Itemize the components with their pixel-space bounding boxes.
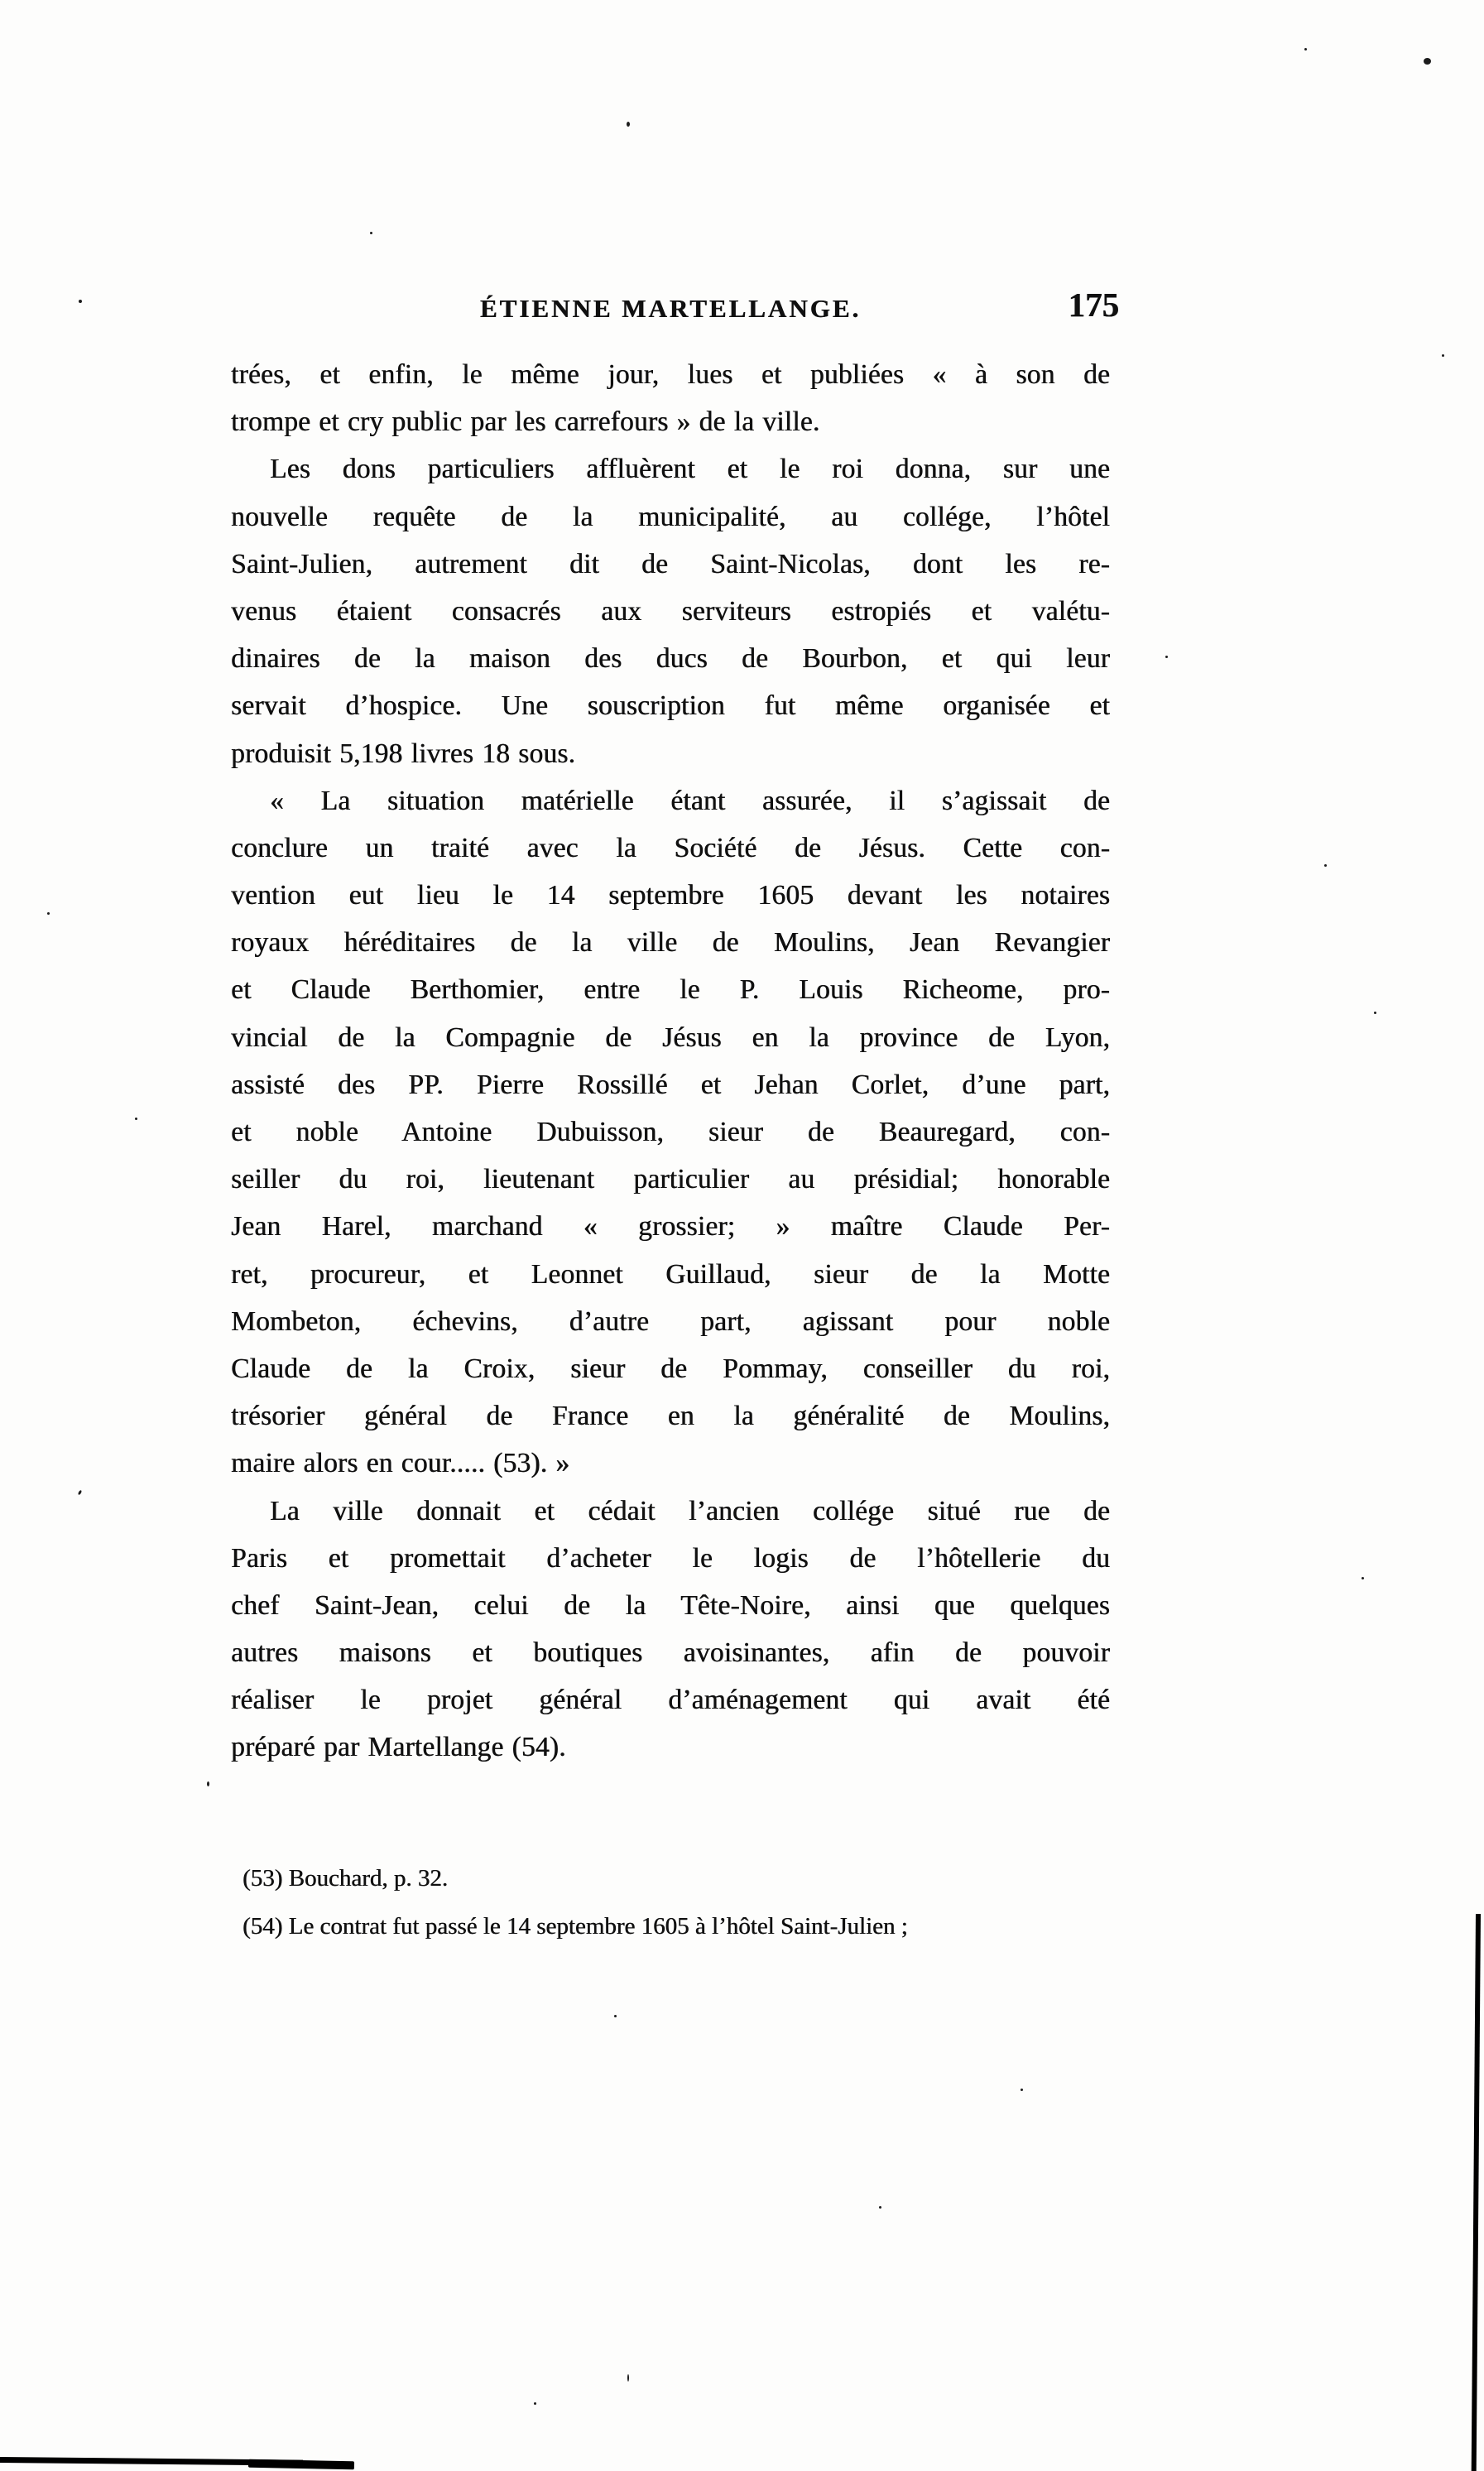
text-line: trompe et cry public par les carrefours » de la ville. [231,406,820,438]
scan-speck [1304,48,1307,50]
page-number: 175 [1068,286,1119,324]
text-line: venus étaient consacrés aux serviteurs estropiés et valétu- [231,595,1110,627]
text-line: Paris et promettait d’acheter le logis de l’hôtellerie du [231,1542,1110,1574]
text-line: nouvelle requête de la municipalité, au collége, l’hôtel [231,501,1110,532]
text-line: Les dons particuliers affluèrent et le roi donna, sur une [270,454,1110,485]
text-line: Jean Harel, marchand « grossier; » maître Claude Per- [231,1211,1110,1243]
text-line: ret, procureur, et Leonnet Guillaud, sieur de la Motte [231,1258,1110,1290]
text-line: dinaires de la maison des ducs de Bourbon, et qui leur [231,643,1110,675]
scan-speck [1362,1577,1364,1579]
text-line: Claude de la Croix, sieur de Pommay, conseiller du roi, [231,1353,1110,1384]
scan-speck [627,2374,629,2382]
scan-speck [1165,656,1168,658]
text-line: et Claude Berthomier, entre le P. Louis Richeome, pro- [231,974,1110,1006]
text-line: trées, et enfin, le même jour, lues et publiées « à son de [231,359,1110,390]
text-line: et noble Antoine Dubuisson, sieur de Beauregard, con- [231,1117,1110,1147]
text-line: autres maisons et boutiques avoisinantes, afin de pouvoir [231,1637,1110,1669]
scan-speck [78,1490,83,1496]
scan-speck [1374,1012,1376,1014]
scan-speck [614,2015,617,2017]
paragraph [231,1488,1110,1772]
scan-artifact-bottom-line [248,2459,354,2470]
running-header-title: ÉTIENNE MARTELLANGE. [479,294,862,323]
text-line: trésorier général de France en la généralité de Moulins, [231,1401,1110,1432]
paragraph [231,777,1110,1488]
scan-speck [1324,864,1327,867]
scan-speck [370,232,372,234]
text-line: servait d’hospice. Une souscription fut même organisée et [231,690,1110,722]
scan-speck [627,122,630,127]
scan-speck [79,300,82,303]
text-line: « La situation matérielle étant assurée, il s’agissait de [270,785,1110,816]
scan-speck [1424,58,1431,65]
footnotes-block [243,1854,1116,1950]
paragraph [231,351,1110,445]
text-line: vention eut lieu le 14 septembre 1605 devant les notaires [231,880,1110,911]
text-line: royaux héréditaires de la ville de Moulins, Jean Revangier [231,927,1110,959]
text-line: maire alors en cour..... (53). » [231,1448,570,1479]
text-line: préparé par Martellange (54). [231,1732,566,1763]
text-line: réaliser le projet général d’aménagement qui avait été [231,1685,1110,1716]
text-column [231,351,1110,1772]
paragraph [231,445,1110,776]
footnote: (53) Bouchard, p. 32. [243,1865,449,1892]
scan-speck [1021,2089,1023,2091]
text-line: conclure un traité avec la Société de Jésus. Cette con- [231,832,1110,863]
scan-speck [47,912,50,915]
text-line: assisté des PP. Pierre Rossillé et Jehan Corlet, d’une part, [231,1069,1110,1100]
footnote: (54) Le contrat fut passé le 14 septembre 1605 à l’hôtel Saint-Julien ; [243,1913,908,1940]
text-line: Saint-Julien, autrement dit de Saint-Nicolas, dont les re- [231,548,1110,579]
text-line: chef Saint-Jean, celui de la Tête-Noire, ainsi que quelques [231,1589,1110,1621]
text-line: La ville donnait et cédait l’ancien collége situé rue de [270,1495,1110,1526]
scan-speck [534,2402,536,2405]
scan-artifact-right-edge [1472,1914,1481,2471]
scan-speck [1442,354,1444,357]
text-line: produisit 5,198 livres 18 sous. [231,738,576,769]
scan-speck [135,1118,137,1120]
scan-speck [879,2206,881,2209]
text-line: seiller du roi, lieutenant particulier au présidial; honorable [231,1164,1110,1195]
scan-speck [207,1781,209,1786]
text-line: vincial de la Compagnie de Jésus en la province de Lyon, [231,1022,1110,1053]
text-line: Mombeton, échevins, d’autre part, agissant pour noble [231,1305,1110,1337]
